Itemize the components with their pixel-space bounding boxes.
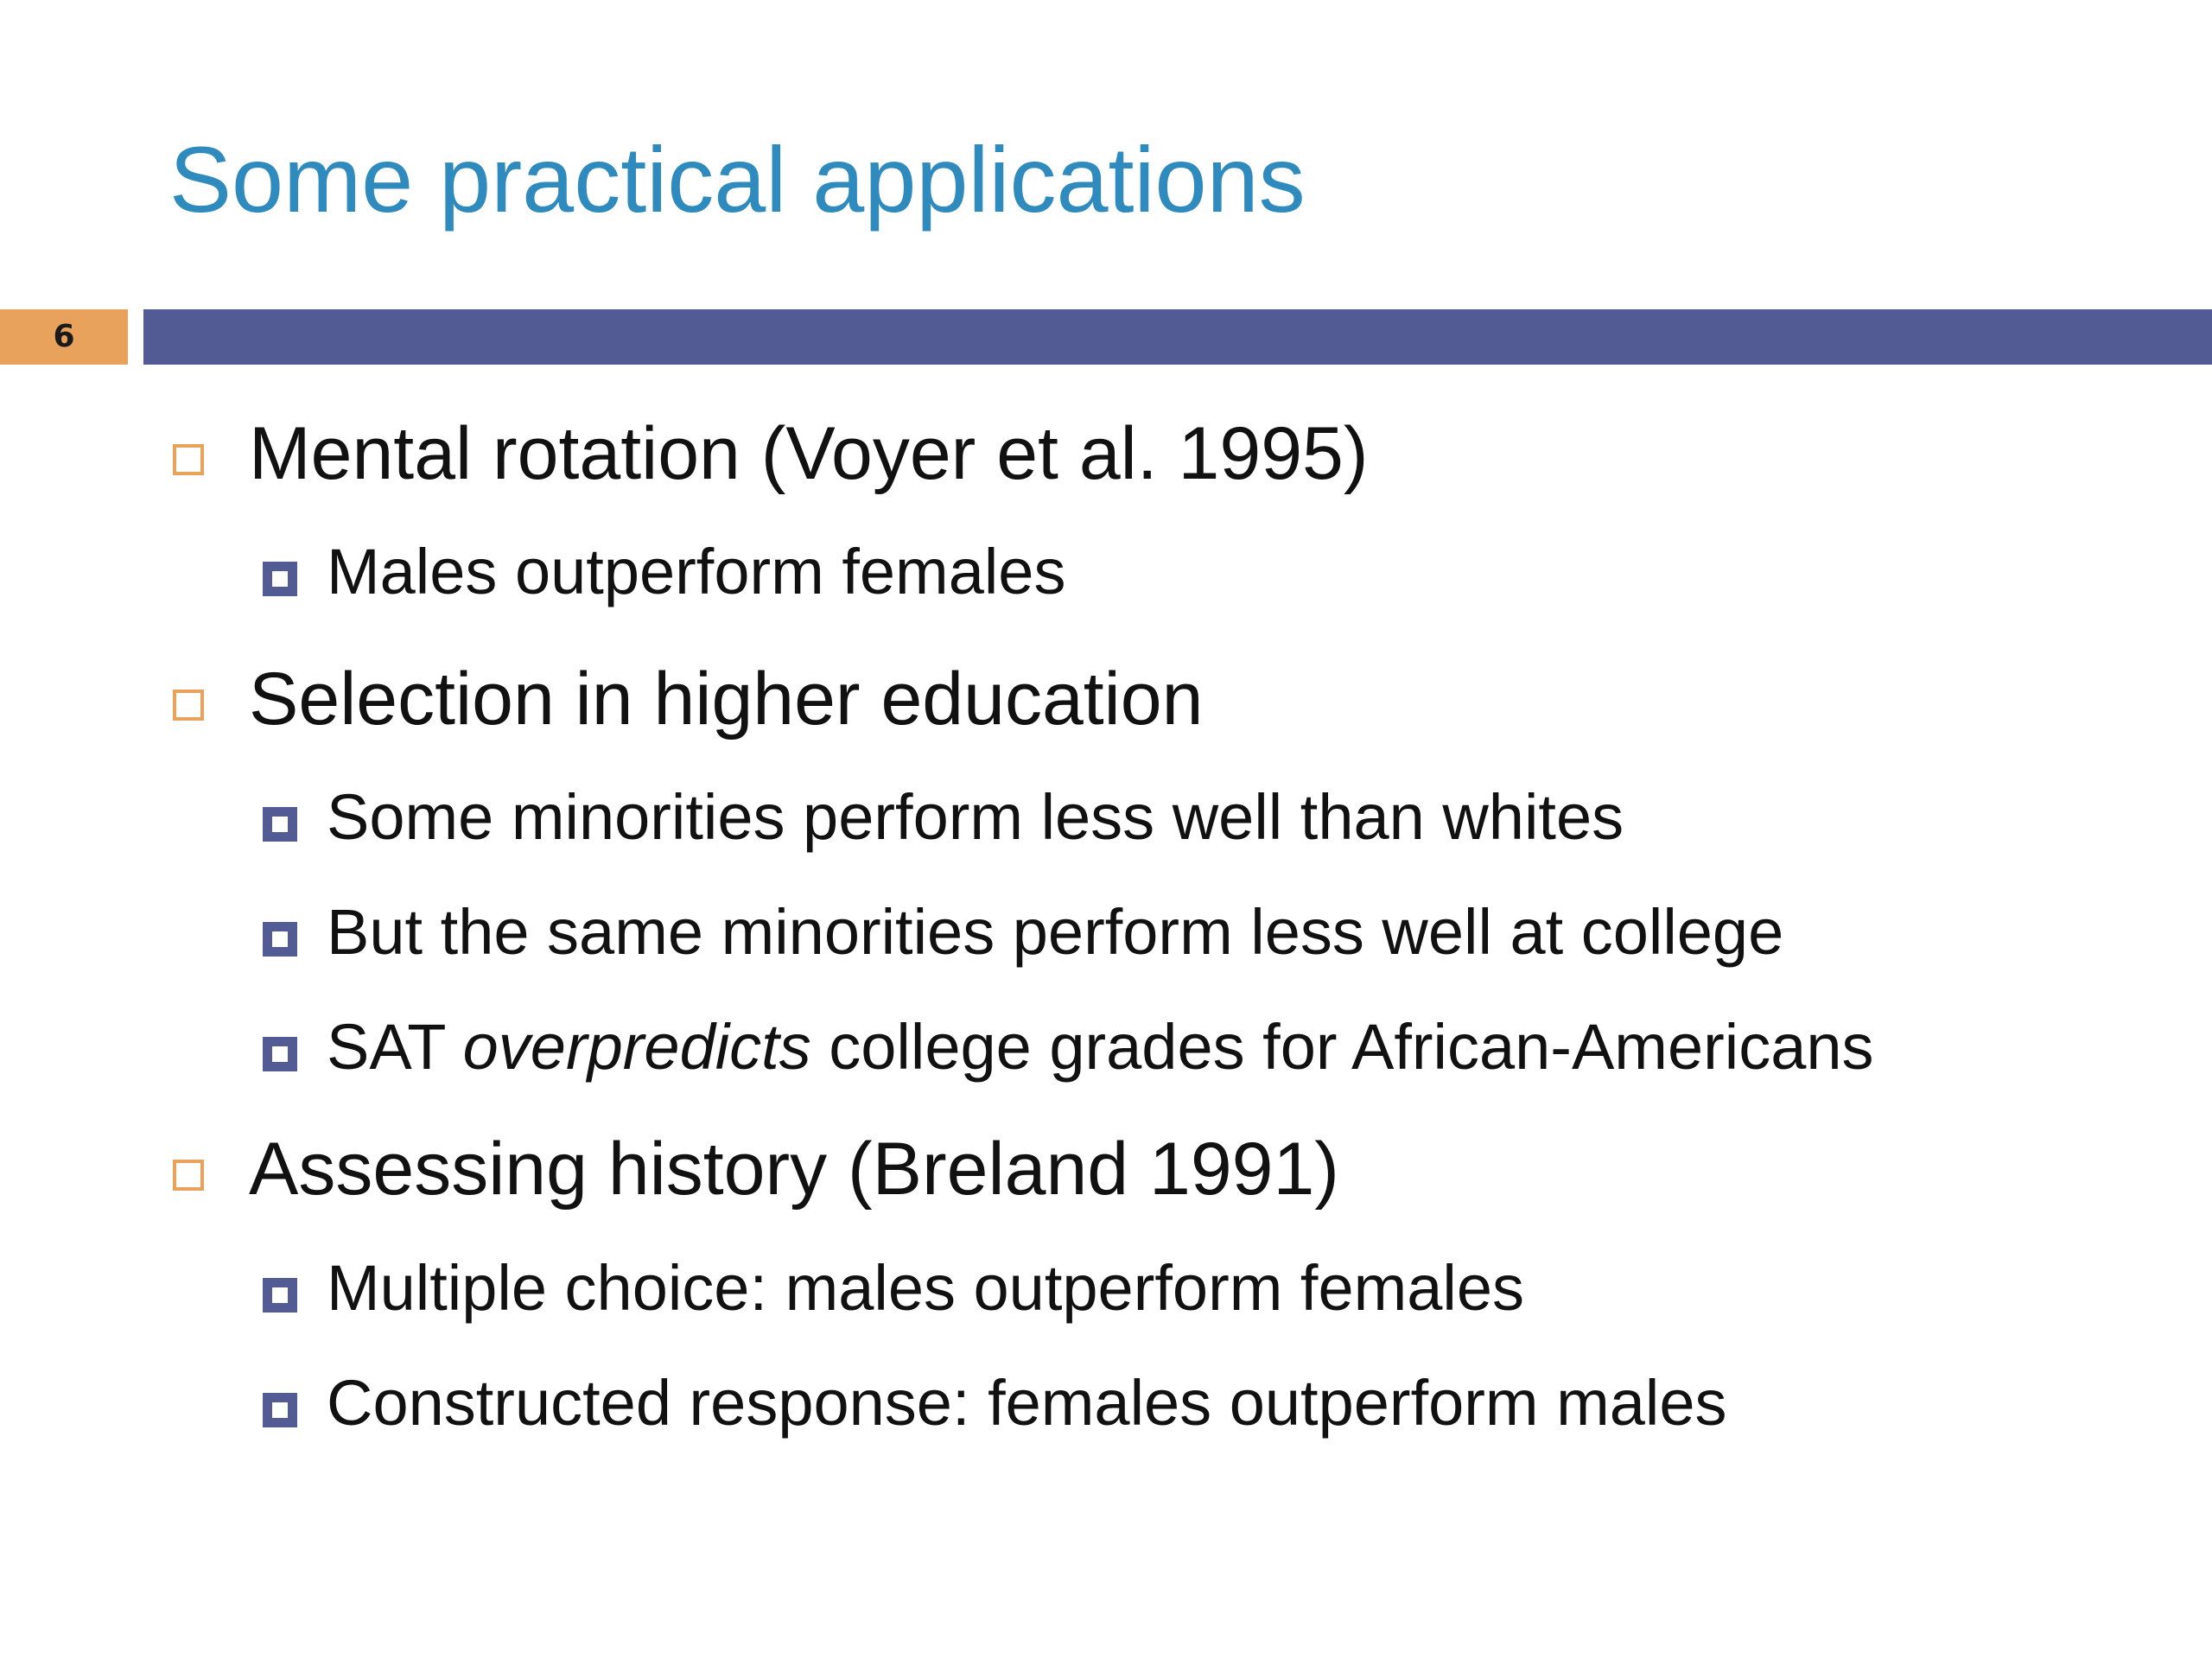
slide-number-badge: 6 [0, 309, 128, 365]
bullet-text: Selection in higher education [249, 658, 1204, 741]
filled-frame-square-bullet-icon [263, 562, 297, 596]
filled-frame-square-bullet-icon [263, 1393, 297, 1427]
sub-bullet-text: Males outperform females [327, 536, 1066, 607]
filled-frame-square-bullet-icon [263, 922, 297, 957]
hollow-square-bullet-icon [173, 1160, 204, 1191]
sub-bullet-item [263, 891, 1783, 974]
bullet-item-assessing-history [173, 1122, 1339, 1217]
sub-bullet-text-before: SAT [327, 1011, 463, 1083]
sub-bullet-item [263, 776, 1624, 859]
sub-bullet-text: Constructed response: females outperform males [327, 1367, 1727, 1439]
sub-bullet-item [263, 531, 1065, 613]
filled-frame-square-bullet-icon [263, 1037, 297, 1071]
hollow-square-bullet-icon [173, 690, 204, 721]
sub-bullet-item [263, 1006, 1874, 1089]
sub-bullet-text: But the same minorities perform less well at college [327, 896, 1784, 968]
sub-bullet-text-after: college grades for African-Americans [810, 1011, 1874, 1083]
bullet-text: Assessing history (Breland 1991) [249, 1128, 1339, 1211]
bullet-text: Mental rotation (Voyer et al. 1995) [249, 412, 1369, 495]
sub-bullet-text-emphasis: overpredicts [462, 1011, 811, 1083]
filled-frame-square-bullet-icon [263, 807, 297, 842]
sub-bullet-item [263, 1362, 1727, 1445]
title-divider-bar [143, 309, 2212, 365]
sub-bullet-text: Multiple choice: males outperform females [327, 1252, 1525, 1324]
filled-frame-square-bullet-icon [263, 1278, 297, 1313]
sub-bullet-text: Some minorities perform less well than whites [327, 781, 1624, 853]
sub-bullet-item [263, 1247, 1524, 1330]
slide-title: Some practical applications [169, 127, 1306, 232]
bullet-item-selection-higher-education [173, 652, 1203, 747]
bullet-item-mental-rotation [173, 406, 1369, 501]
sub-bullet-text [327, 1006, 1874, 1089]
hollow-square-bullet-icon [173, 444, 204, 475]
